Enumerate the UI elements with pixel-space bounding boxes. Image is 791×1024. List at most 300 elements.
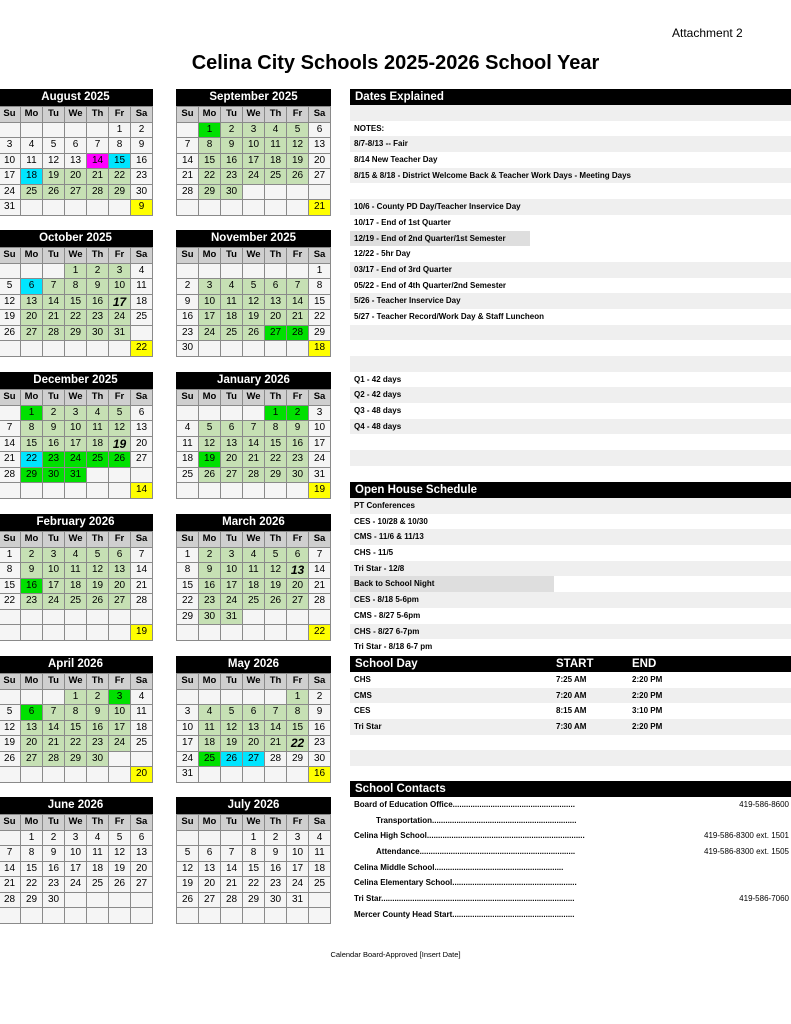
day-cell: 10 — [309, 421, 331, 437]
weekday-header: Su — [0, 107, 21, 123]
day-cell: 5 — [221, 705, 243, 721]
day-cell — [109, 892, 131, 908]
day-cell: 13 — [265, 294, 287, 310]
day-cell: 12 — [43, 153, 65, 169]
day-cell — [221, 483, 243, 499]
day-cell: 19 — [87, 578, 109, 594]
day-cell: 18 — [265, 153, 287, 169]
day-cell — [287, 767, 309, 783]
weekday-header: We — [65, 390, 87, 406]
day-cell: 30 — [199, 609, 221, 625]
day-cell: 1 — [265, 405, 287, 421]
day-cell: 10 — [177, 720, 199, 736]
day-cell — [109, 908, 131, 924]
day-cell: 26 — [43, 184, 65, 200]
day-cell: 18 — [243, 578, 265, 594]
day-cell: 23 — [221, 169, 243, 185]
day-cell: 22 — [177, 594, 199, 610]
day-cell — [21, 200, 43, 216]
day-cell: 25 — [131, 736, 153, 752]
day-cell: 11 — [199, 720, 221, 736]
day-cell: 22 — [21, 452, 43, 468]
day-cell — [65, 200, 87, 216]
day-cell: 24 — [43, 594, 65, 610]
month-title: January 2026 — [176, 372, 331, 389]
month-title: December 2025 — [0, 372, 153, 389]
day-cell: 10 — [287, 846, 309, 862]
day-cell: 27 — [221, 467, 243, 483]
day-cell: 6 — [243, 705, 265, 721]
day-cell: 13 — [287, 563, 309, 579]
day-cell: 2 — [221, 122, 243, 138]
weekday-header: Fr — [287, 390, 309, 406]
day-cell: 9 — [265, 846, 287, 862]
month-title: July 2026 — [176, 797, 331, 814]
day-cell: 26 — [199, 467, 221, 483]
day-cell: 10 — [43, 563, 65, 579]
day-cell: 9 — [87, 705, 109, 721]
day-cell: 22 — [109, 169, 131, 185]
day-cell — [21, 483, 43, 499]
month-title: October 2025 — [0, 230, 153, 247]
end-time: 2:20 PM — [632, 675, 663, 684]
day-cell: 25 — [177, 467, 199, 483]
school-day-row — [350, 703, 791, 719]
day-cell: 19 — [0, 736, 21, 752]
day-cell: 22 — [199, 169, 221, 185]
day-cell — [199, 263, 221, 279]
day-cell — [199, 830, 221, 846]
day-cell: 23 — [199, 594, 221, 610]
day-cell: 2 — [21, 547, 43, 563]
day-cell: 3 — [0, 138, 21, 154]
day-cell — [287, 609, 309, 625]
day-cell: 24 — [65, 452, 87, 468]
day-cell: 4 — [87, 405, 109, 421]
month-calendar — [0, 514, 153, 641]
day-cell: 17 — [0, 169, 21, 185]
dates-note-row — [350, 340, 791, 356]
weekday-header: Tu — [43, 815, 65, 831]
day-cell: 5 — [43, 138, 65, 154]
day-cell: 22 — [243, 877, 265, 893]
day-cell — [309, 892, 331, 908]
day-cell — [199, 625, 221, 641]
day-cell: 2 — [287, 405, 309, 421]
day-cell: 9 — [199, 563, 221, 579]
day-cell — [0, 609, 21, 625]
day-cell: 5 — [199, 421, 221, 437]
day-cell: 6 — [287, 547, 309, 563]
day-cell: 31 — [65, 467, 87, 483]
day-cell: 17 — [109, 720, 131, 736]
day-cell: 29 — [109, 184, 131, 200]
day-cell: 1 — [0, 547, 21, 563]
day-cell: 8 — [287, 705, 309, 721]
day-cell: 20 — [287, 578, 309, 594]
weekday-header: Su — [177, 390, 199, 406]
day-cell: 4 — [131, 689, 153, 705]
day-cell: 16 — [221, 153, 243, 169]
day-cell: 12 — [199, 436, 221, 452]
day-cell: 4 — [309, 830, 331, 846]
day-cell — [177, 483, 199, 499]
day-cell: 17 — [65, 861, 87, 877]
day-cell: 27 — [265, 325, 287, 341]
weekday-header: Fr — [109, 815, 131, 831]
day-cell: 10 — [109, 705, 131, 721]
day-cell — [0, 405, 21, 421]
day-cell: 3 — [65, 830, 87, 846]
day-cell — [287, 200, 309, 216]
day-cell: 7 — [0, 421, 21, 437]
day-cell — [309, 184, 331, 200]
day-cell: 10 — [199, 294, 221, 310]
weekday-header: Mo — [21, 390, 43, 406]
day-cell — [177, 200, 199, 216]
day-cell: 13 — [65, 153, 87, 169]
day-cell: 13 — [243, 720, 265, 736]
day-cell — [109, 467, 131, 483]
school-name: CMS — [354, 690, 372, 700]
day-cell — [131, 908, 153, 924]
day-cell: 9 — [43, 421, 65, 437]
day-cell: 29 — [243, 892, 265, 908]
day-cell — [287, 908, 309, 924]
day-cell: 31 — [287, 892, 309, 908]
day-cell: 17 — [287, 861, 309, 877]
day-cell: 31 — [0, 200, 21, 216]
day-cell — [177, 625, 199, 641]
day-cell: 15 — [21, 861, 43, 877]
weekday-header: We — [65, 674, 87, 690]
weekday-header: Fr — [287, 107, 309, 123]
day-cell: 8 — [177, 563, 199, 579]
day-cell — [131, 325, 153, 341]
day-cell — [243, 609, 265, 625]
day-cell: 4 — [21, 138, 43, 154]
dates-note-row: Q2 - 42 days — [350, 387, 791, 403]
school-day-row — [350, 719, 791, 735]
day-cell — [287, 483, 309, 499]
weekday-header: Fr — [109, 674, 131, 690]
day-cell: 8 — [109, 138, 131, 154]
day-cell: 20 — [199, 877, 221, 893]
open-house-row: CMS - 11/6 & 11/13 — [350, 529, 791, 545]
day-cell: 16 — [287, 436, 309, 452]
day-cell — [0, 341, 21, 357]
weekday-header: Tu — [43, 390, 65, 406]
open-house-row: CHS - 11/5 — [354, 548, 394, 558]
day-cell: 17 — [177, 736, 199, 752]
day-cell: 13 — [131, 421, 153, 437]
day-cell: 14 — [287, 294, 309, 310]
day-cell: 19 — [199, 452, 221, 468]
day-cell: 9 — [131, 200, 153, 216]
day-cell: 14 — [265, 720, 287, 736]
day-cell: 22 — [265, 452, 287, 468]
day-cell: 17 — [309, 436, 331, 452]
weekday-header: Tu — [221, 390, 243, 406]
day-cell — [199, 405, 221, 421]
day-cell — [243, 908, 265, 924]
day-cell: 1 — [21, 405, 43, 421]
dates-note-row: Q4 - 48 days — [350, 419, 791, 435]
day-cell: 18 — [309, 341, 331, 357]
day-cell: 31 — [177, 767, 199, 783]
weekday-header: Fr — [109, 532, 131, 548]
day-cell: 9 — [177, 294, 199, 310]
open-house-title: Open House Schedule — [350, 482, 791, 498]
month-title: September 2025 — [176, 89, 331, 106]
day-cell: 12 — [109, 846, 131, 862]
weekday-header: Su — [0, 532, 21, 548]
day-cell: 16 — [43, 861, 65, 877]
day-cell: 14 — [43, 294, 65, 310]
day-cell — [0, 767, 21, 783]
day-cell — [87, 122, 109, 138]
day-cell — [177, 405, 199, 421]
day-cell: 30 — [221, 184, 243, 200]
month-calendar — [176, 514, 331, 641]
day-cell: 3 — [109, 263, 131, 279]
day-cell: 28 — [309, 594, 331, 610]
day-cell: 14 — [43, 720, 65, 736]
end-time: 2:20 PM — [632, 690, 663, 700]
month-title: February 2026 — [0, 514, 153, 531]
weekday-header: Mo — [21, 674, 43, 690]
day-cell: 30 — [87, 751, 109, 767]
weekday-header: Sa — [309, 107, 331, 123]
day-cell — [0, 122, 21, 138]
day-cell — [287, 263, 309, 279]
day-cell — [65, 767, 87, 783]
day-cell: 9 — [131, 138, 153, 154]
day-cell — [199, 483, 221, 499]
open-house-row: CES - 8/18 5-6pm — [350, 592, 791, 608]
day-cell: 30 — [43, 892, 65, 908]
school-day-spacer — [350, 750, 791, 766]
day-cell — [221, 263, 243, 279]
day-cell: 11 — [221, 294, 243, 310]
weekday-header: Sa — [131, 532, 153, 548]
day-cell: 18 — [199, 736, 221, 752]
day-cell: 17 — [43, 578, 65, 594]
dates-note-row — [350, 105, 791, 121]
dates-note-row — [350, 434, 791, 450]
day-cell — [243, 200, 265, 216]
day-cell — [265, 625, 287, 641]
day-cell: 3 — [109, 689, 131, 705]
weekday-header: We — [65, 248, 87, 264]
day-cell — [87, 483, 109, 499]
open-house-row: Back to School Night — [350, 576, 791, 592]
day-cell — [65, 341, 87, 357]
weekday-header: We — [243, 107, 265, 123]
day-cell — [199, 908, 221, 924]
day-cell: 14 — [131, 483, 153, 499]
day-cell: 21 — [0, 877, 21, 893]
day-cell: 27 — [131, 452, 153, 468]
day-cell: 18 — [87, 861, 109, 877]
dates-note-row: 03/17 - End of 3rd Quarter — [350, 262, 791, 278]
day-cell: 2 — [87, 263, 109, 279]
day-cell: 19 — [221, 736, 243, 752]
day-cell: 21 — [243, 452, 265, 468]
day-cell: 20 — [65, 169, 87, 185]
day-cell: 30 — [87, 325, 109, 341]
day-cell: 19 — [109, 861, 131, 877]
day-cell — [265, 609, 287, 625]
day-cell: 25 — [309, 877, 331, 893]
day-cell — [65, 892, 87, 908]
day-cell: 25 — [21, 184, 43, 200]
day-cell — [65, 122, 87, 138]
day-cell: 18 — [221, 310, 243, 326]
day-cell: 23 — [43, 877, 65, 893]
day-cell: 9 — [87, 279, 109, 295]
day-cell — [21, 625, 43, 641]
day-cell — [0, 689, 21, 705]
day-cell — [243, 341, 265, 357]
day-cell — [199, 689, 221, 705]
weekday-header: Mo — [199, 815, 221, 831]
day-cell: 16 — [199, 578, 221, 594]
day-cell: 26 — [0, 751, 21, 767]
day-cell: 27 — [109, 594, 131, 610]
dates-note-row: 5/27 - Teacher Record/Work Day & Staff Luncheon — [354, 311, 544, 321]
open-house-panel — [350, 482, 791, 655]
day-cell: 21 — [43, 736, 65, 752]
day-cell: 27 — [243, 751, 265, 767]
day-cell: 1 — [65, 689, 87, 705]
day-cell: 30 — [177, 341, 199, 357]
day-cell: 27 — [131, 877, 153, 893]
day-cell: 8 — [65, 279, 87, 295]
weekday-header: Fr — [109, 248, 131, 264]
day-cell: 28 — [287, 325, 309, 341]
day-cell: 8 — [309, 279, 331, 295]
month-calendar — [176, 89, 331, 216]
day-cell: 7 — [309, 547, 331, 563]
weekday-header: Tu — [43, 532, 65, 548]
contact-phone: 419-586-8300 ext. 1505 — [704, 847, 789, 857]
weekday-header: Mo — [199, 532, 221, 548]
day-cell: 28 — [43, 325, 65, 341]
dates-note-row: NOTES: — [354, 123, 385, 133]
weekday-header: Th — [265, 674, 287, 690]
weekday-header: Tu — [43, 248, 65, 264]
day-cell — [109, 767, 131, 783]
day-cell: 23 — [131, 169, 153, 185]
day-cell: 12 — [287, 138, 309, 154]
attachment-label: Attachment 2 — [672, 26, 743, 40]
weekday-header: Sa — [131, 390, 153, 406]
day-cell — [65, 908, 87, 924]
day-cell: 11 — [265, 138, 287, 154]
day-cell — [243, 483, 265, 499]
day-cell — [65, 625, 87, 641]
day-cell: 25 — [199, 751, 221, 767]
weekday-header: We — [65, 107, 87, 123]
day-cell: 16 — [43, 436, 65, 452]
weekday-header: Fr — [109, 390, 131, 406]
contact-name: Celina High School....................................................................... — [354, 831, 585, 841]
day-cell: 26 — [109, 452, 131, 468]
day-cell: 7 — [43, 705, 65, 721]
dates-note-row: Q3 - 48 days — [354, 406, 402, 416]
day-cell: 11 — [309, 846, 331, 862]
day-cell — [21, 609, 43, 625]
weekday-header: We — [243, 815, 265, 831]
month-calendar — [0, 230, 153, 357]
weekday-header: Th — [87, 532, 109, 548]
day-cell — [221, 200, 243, 216]
day-cell: 19 — [109, 436, 131, 452]
day-cell — [87, 200, 109, 216]
school-day-panel — [350, 656, 791, 782]
day-cell: 12 — [265, 563, 287, 579]
day-cell: 29 — [21, 467, 43, 483]
end-time: 3:10 PM — [632, 706, 663, 716]
day-cell: 6 — [65, 138, 87, 154]
day-cell — [109, 341, 131, 357]
day-cell: 8 — [199, 138, 221, 154]
day-cell — [65, 609, 87, 625]
day-cell: 22 — [131, 341, 153, 357]
day-cell: 21 — [309, 200, 331, 216]
day-cell: 29 — [265, 467, 287, 483]
day-cell: 15 — [287, 720, 309, 736]
day-cell: 22 — [309, 625, 331, 641]
day-cell — [87, 467, 109, 483]
month-title: November 2025 — [176, 230, 331, 247]
contact-name: Tri Star....................................................................................... — [354, 894, 575, 904]
contact-name: Mercer County Head Start....................................................... — [354, 909, 575, 919]
day-cell — [43, 263, 65, 279]
day-cell: 11 — [243, 563, 265, 579]
contacts-panel — [350, 781, 791, 923]
weekday-header: We — [243, 674, 265, 690]
start-label: START — [556, 658, 594, 670]
day-cell: 20 — [131, 767, 153, 783]
day-cell: 15 — [109, 153, 131, 169]
weekday-header: Mo — [199, 390, 221, 406]
day-cell: 28 — [265, 751, 287, 767]
day-cell: 19 — [243, 310, 265, 326]
weekday-header: Su — [177, 674, 199, 690]
day-cell: 13 — [221, 436, 243, 452]
day-cell: 19 — [265, 578, 287, 594]
day-cell: 4 — [87, 830, 109, 846]
day-cell: 24 — [109, 736, 131, 752]
day-cell: 10 — [65, 421, 87, 437]
day-cell: 7 — [177, 138, 199, 154]
day-cell: 19 — [287, 153, 309, 169]
weekday-header: Sa — [131, 674, 153, 690]
school-day-title: School Day — [355, 658, 418, 670]
day-cell: 18 — [131, 294, 153, 310]
day-cell: 16 — [309, 767, 331, 783]
day-cell: 30 — [309, 751, 331, 767]
open-house-row: CES - 10/28 & 10/30 — [354, 516, 428, 526]
day-cell: 11 — [65, 563, 87, 579]
day-cell: 26 — [221, 751, 243, 767]
day-cell: 28 — [221, 892, 243, 908]
dates-note-row — [350, 325, 791, 341]
day-cell — [221, 405, 243, 421]
open-house-row: Tri Star - 12/8 — [350, 561, 791, 577]
